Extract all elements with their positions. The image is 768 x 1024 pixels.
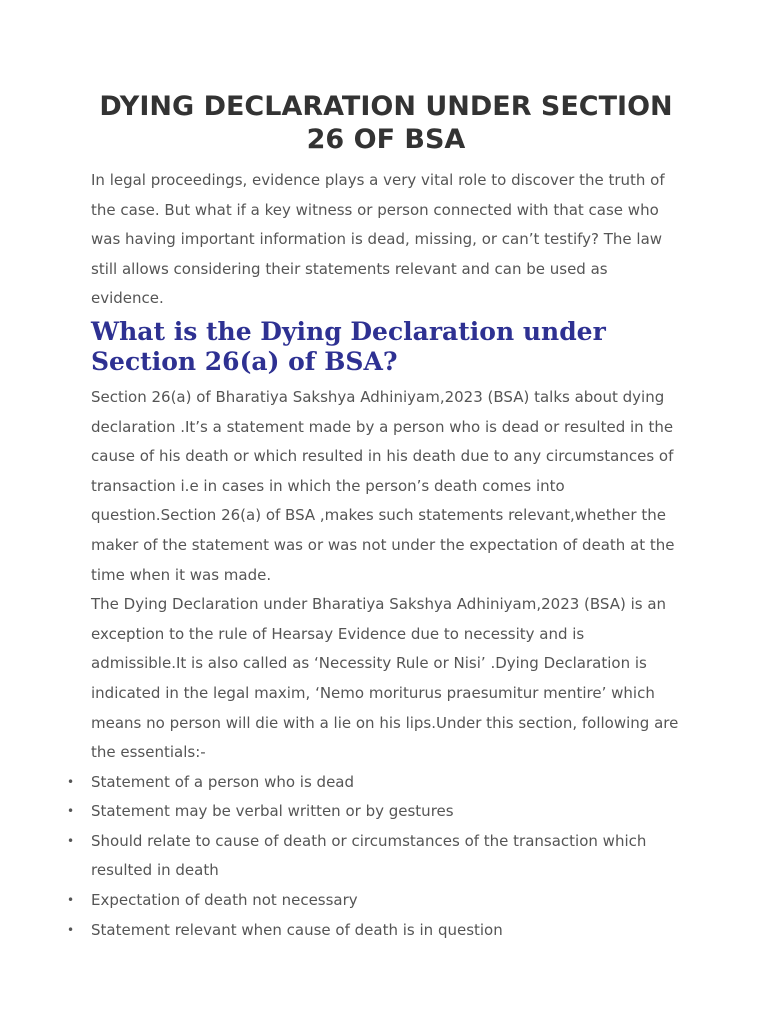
- list-item-text: Expectation of death not necessary: [91, 891, 358, 910]
- exception-paragraph: The Dying Declaration under Bharatiya Sakshya Adhiniyam,2023 (BSA) is an exception to the rule of Hearsay Evidence due to necessity and is admissible.It is also called as ‘Necessity Rule or Nisi’ .Dying Declaration is indicated in the legal maxim, ‘Nemo moriturus praesumitur mentire’ which means no person will die with a lie on his lips.Under this section, following are the essentials:-: [91, 595, 679, 762]
- list-item: [67, 827, 681, 886]
- list-item-text: Statement may be verbal written or by gestures: [91, 802, 454, 821]
- list-item: [67, 797, 681, 827]
- document-body: [67, 90, 681, 945]
- list-item-text: Should relate to cause of death or circumstances of the transaction which resulted in death: [91, 831, 647, 880]
- definition-paragraph: Section 26(a) of Bharatiya Sakshya Adhiniyam,2023 (BSA) talks about dying declaration .It’s a statement made by a person who is dead or resulted in the cause of his death or which resulted in his death due to any circumstances of transaction i.e in cases in which the person’s death comes into question.Section 26(a) of BSA ,makes such statements relevant,whether the maker of the statement was or was not under the expectation of death at the time when it was made.: [91, 387, 675, 584]
- list-item: [67, 768, 681, 798]
- bullet-icon: •: [67, 774, 75, 789]
- bullet-icon: •: [67, 833, 75, 848]
- list-item-text: Statement relevant when cause of death is in question: [91, 920, 503, 939]
- page-title: DYING DECLARATION UNDER SECTION 26 OF BSA: [99, 91, 673, 155]
- bullet-icon: •: [67, 804, 75, 819]
- list-item: [67, 886, 681, 916]
- bullet-icon: •: [67, 922, 75, 937]
- essentials-list: [67, 768, 681, 946]
- section-heading: What is the Dying Declaration under Section 26(a) of BSA?: [91, 316, 606, 376]
- list-item: [67, 916, 681, 946]
- intro-paragraph: In legal proceedings, evidence plays a very vital role to discover the truth of the case. But what if a key witness or person connected with that case who was having important information is dead, missing, or can’t testify? The law still allows considering their statements relevant and can be used as evidence.: [91, 171, 665, 308]
- list-item-text: Statement of a person who is dead: [91, 772, 355, 791]
- bullet-icon: •: [67, 893, 75, 908]
